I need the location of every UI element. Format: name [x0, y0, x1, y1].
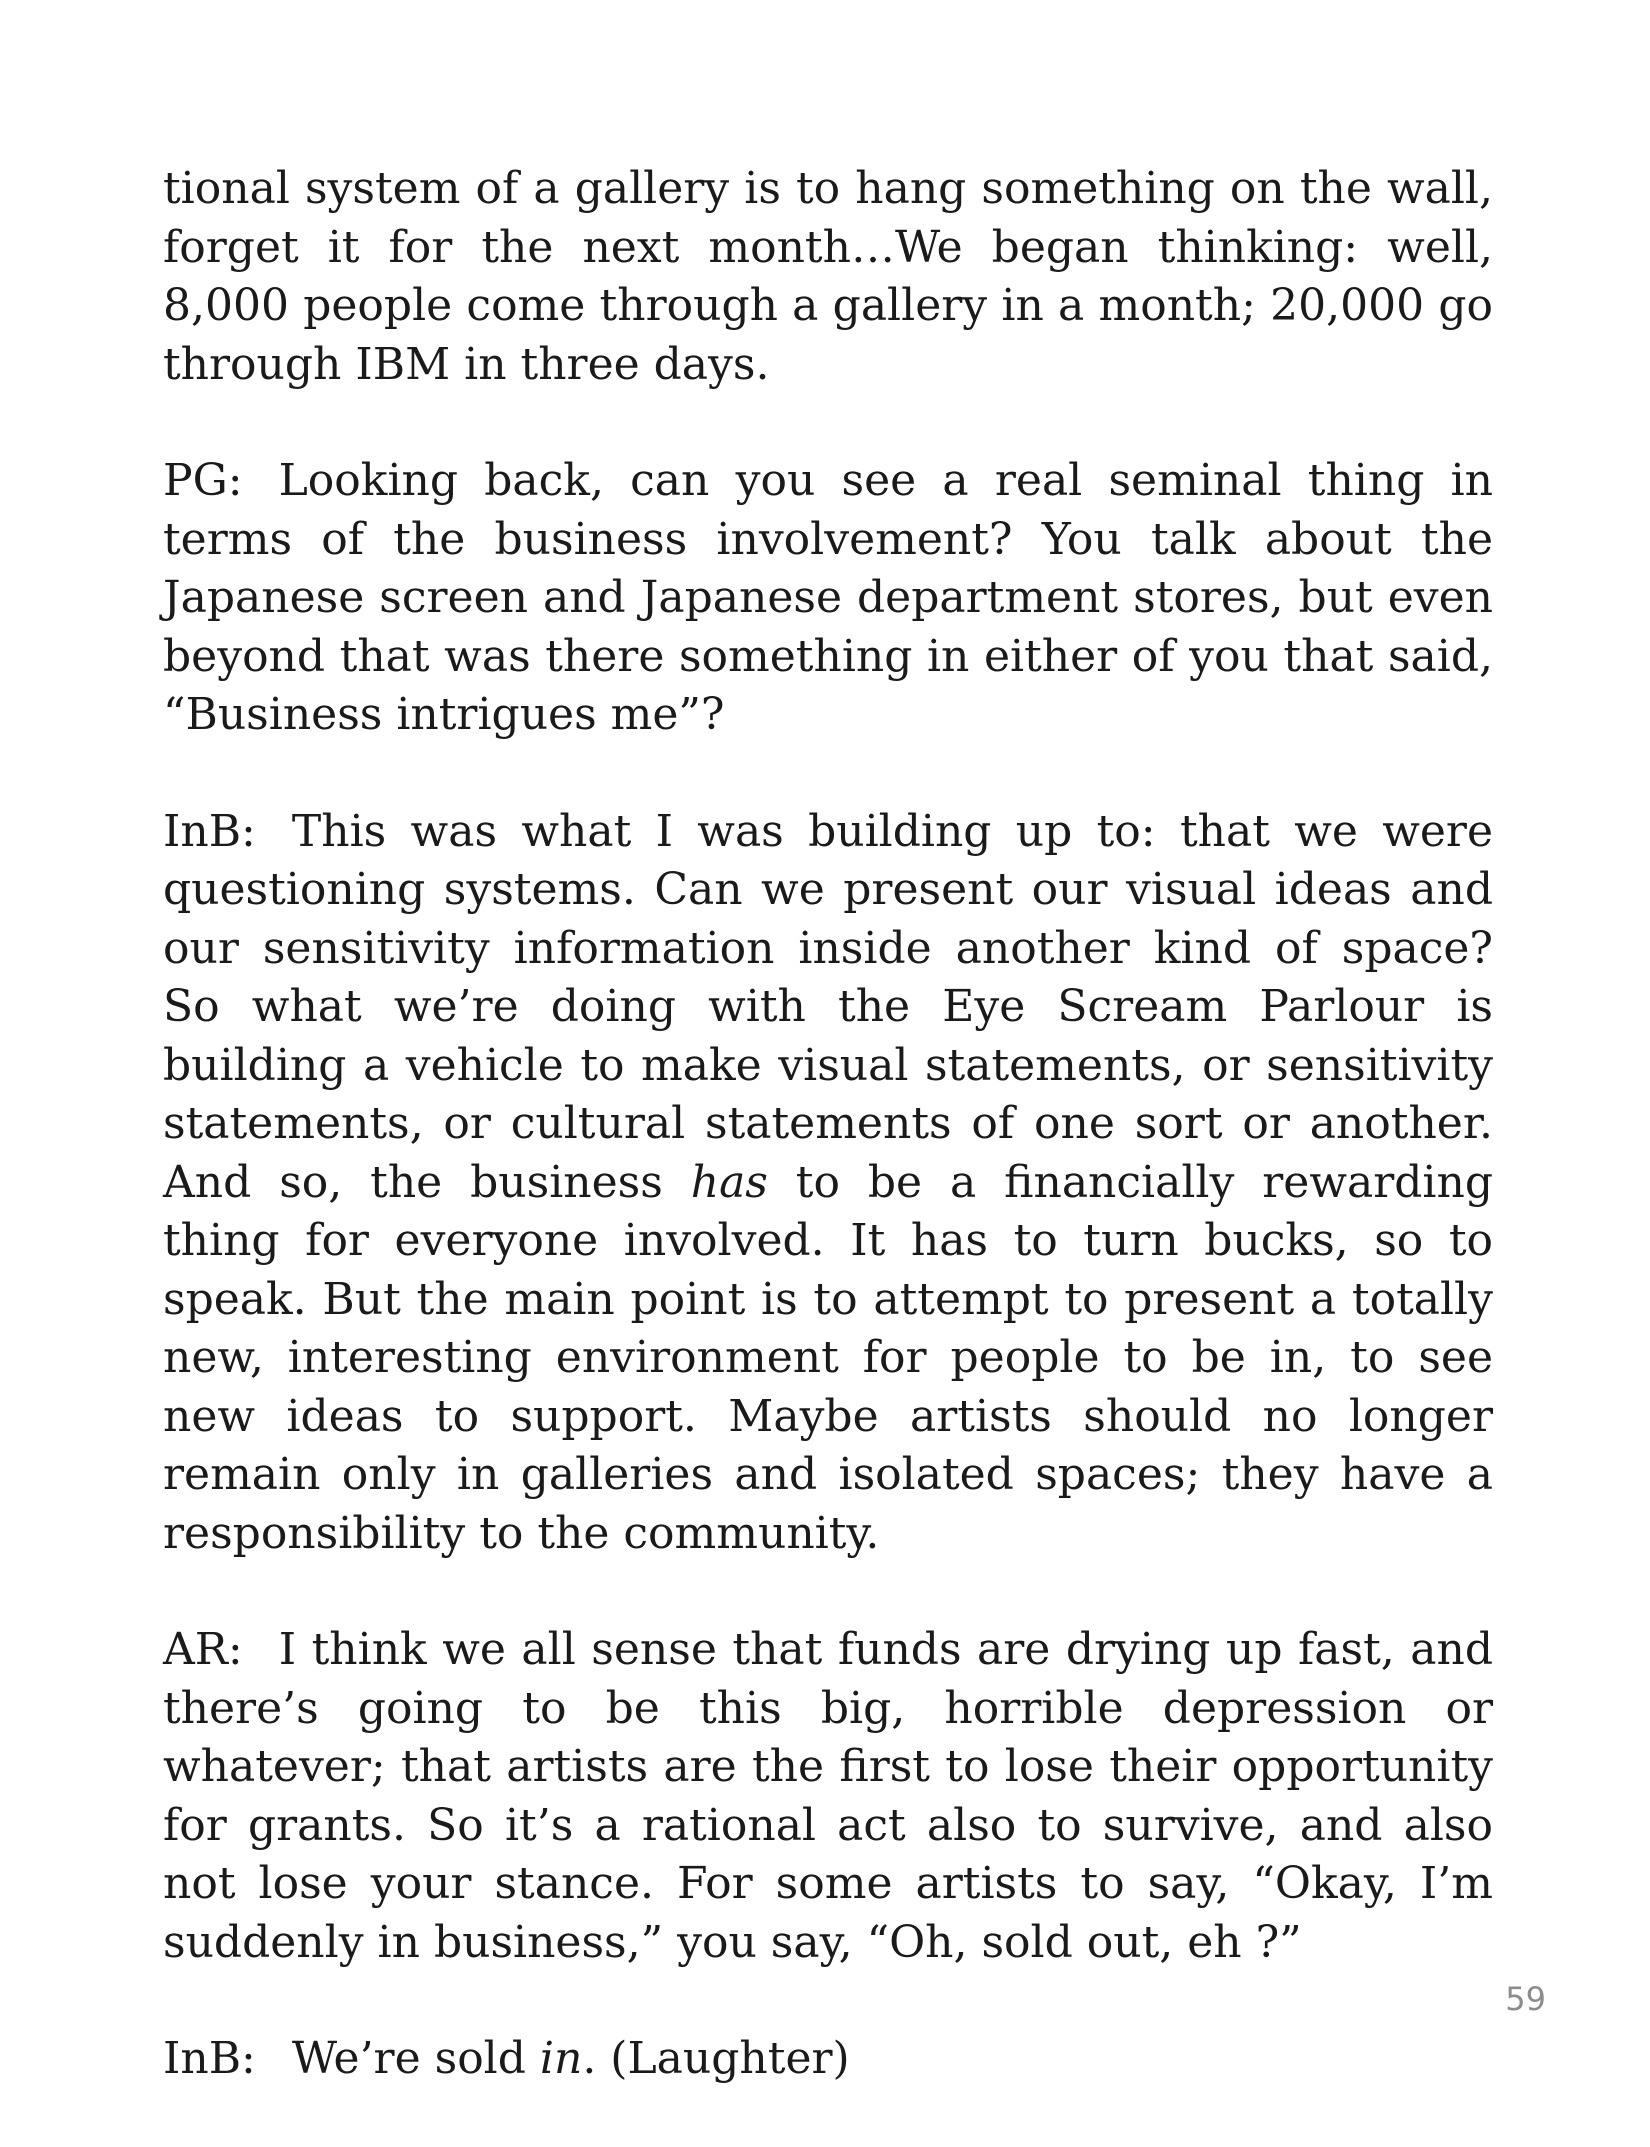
speaker-label: InB: — [163, 805, 256, 857]
emphasis-text: in — [539, 2033, 583, 2084]
document-page — [163, 160, 1493, 2147]
paragraph-ar — [163, 1621, 1493, 1972]
page-number: 59 — [1505, 1980, 1546, 2018]
paragraph-inb — [163, 803, 1493, 1564]
paragraph-continuation — [163, 160, 1493, 394]
paragraph-text: . (Laughter) — [582, 2033, 850, 2084]
paragraph-inb-final — [163, 2030, 1493, 2089]
paragraph-text: This was what I was building up to: that we were questioning systems. Can we present our visual ideas and our sensitivity information inside another kind of space? So what we’re doing with the Eye Scream Parlour is building a vehicle to make visual statements, or sensitivity statements, or cultural statements of one sort or another. And so, the business — [163, 805, 1493, 1208]
paragraph-text: tional system of a gallery is to hang something on the wall, forget it for the next month…We began thinking: well, 8,000 people come through a gallery in a month; 20,000 go through IBM in three days. — [163, 163, 1493, 390]
paragraph-text: to be a financially rewarding thing for everyone involved. It has to turn bucks, so to speak. But the main point is to attempt to present a totally new, interesting environment for people to be in, to see new ideas to support. Maybe artists should no longer remain only in galleries and isolated spaces; they have a responsibility to the community. — [163, 1156, 1493, 1559]
paragraph-text: I think we all sense that funds are drying up fast, and there’s going to be this big, horrible depression or whatever; that artists are the first to lose their opportunity for grants. So it’s a rational act also to survive, and also not lose your stance. For some artists to say, “Okay, I’m suddenly in business,” you say, “Oh, sold out, eh ?” — [163, 1624, 1493, 1968]
paragraph-text: Looking back, can you see a real seminal thing in terms of the business involvement? You talk about the Japanese screen and Japanese department stores, but even beyond that was there something in either of you that said, “Business intrigues me”? — [163, 455, 1493, 740]
speaker-label: InB: — [163, 2033, 256, 2084]
speaker-label: PG: — [163, 455, 243, 506]
speaker-label: AR: — [163, 1624, 243, 1675]
paragraph-pg — [163, 452, 1493, 745]
emphasis-text: has — [690, 1156, 768, 1208]
paragraph-text: We’re sold — [291, 2033, 540, 2084]
